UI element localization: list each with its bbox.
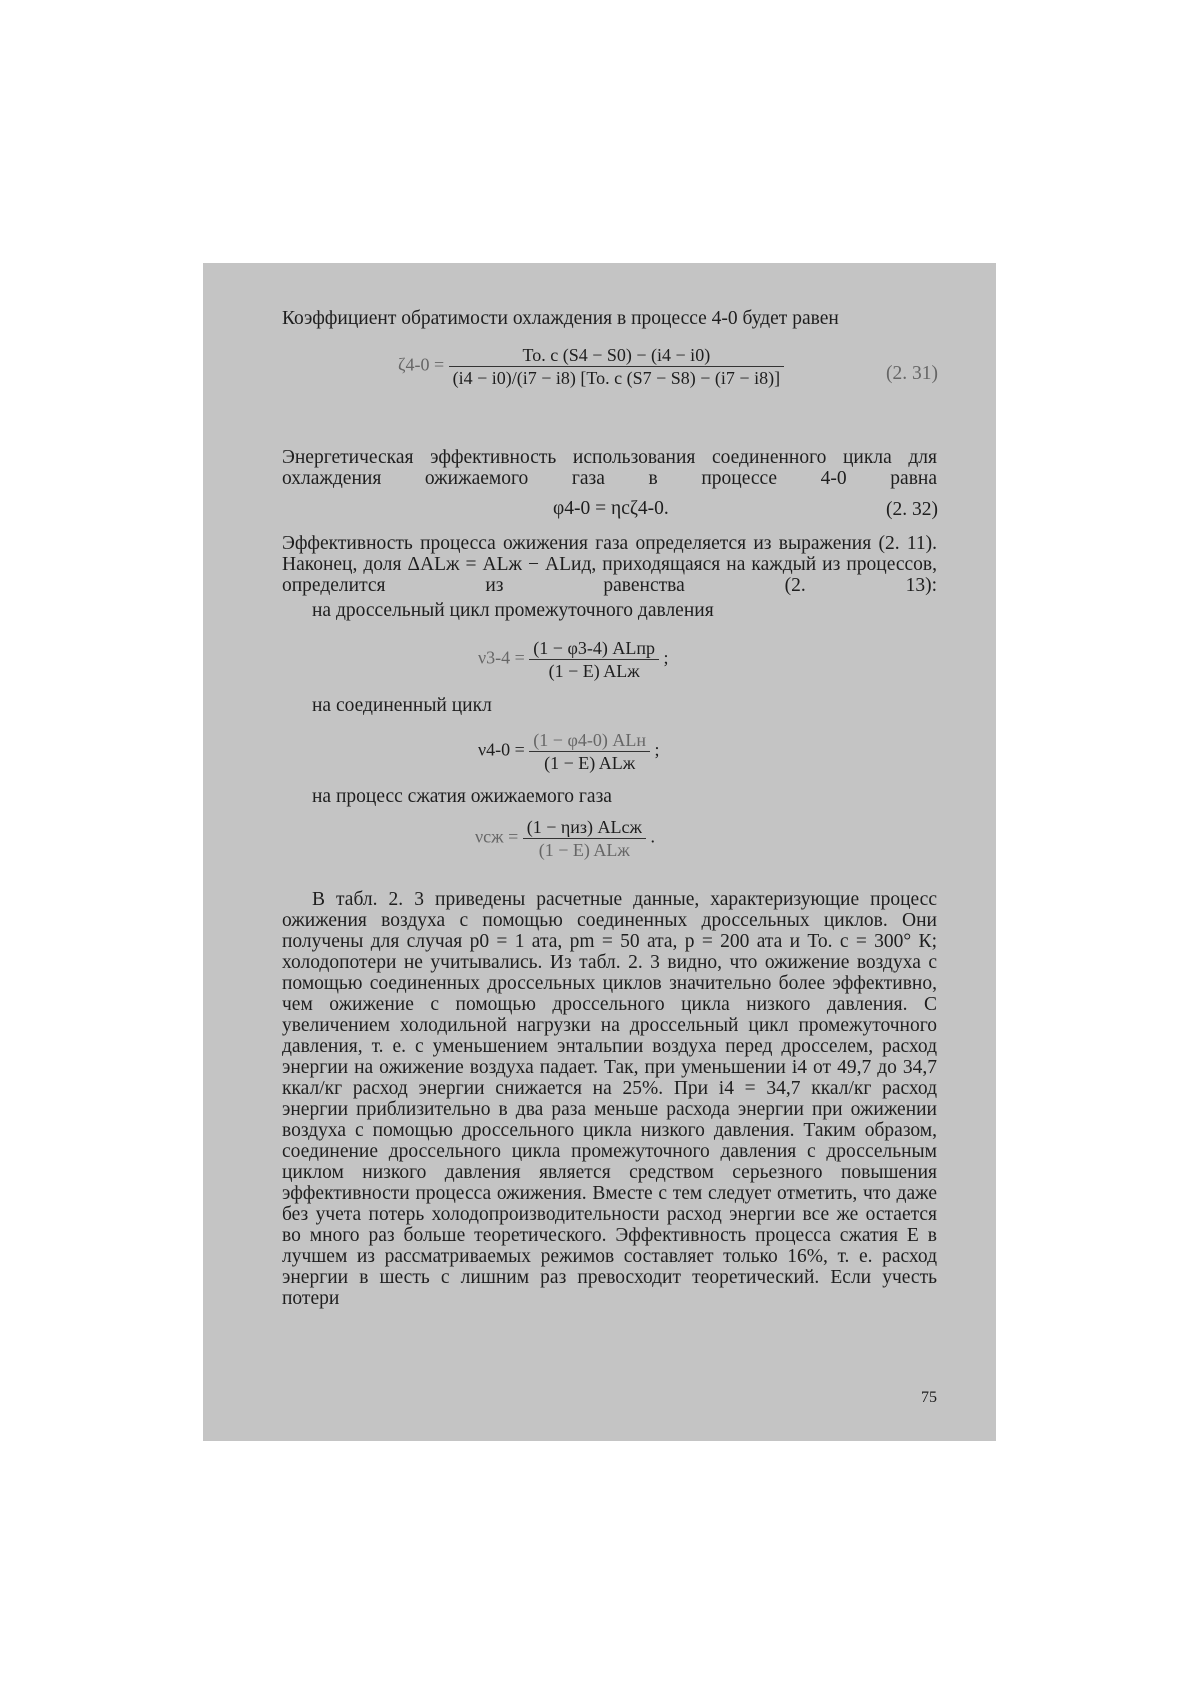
equation-denominator: (1 − E) ALж: [544, 753, 636, 773]
list-line: на соединенный цикл: [312, 695, 492, 716]
list-line: на процесс сжатия ожижаемого газа: [312, 786, 612, 807]
equation-lhs: ζ4-0 =: [398, 354, 445, 375]
equation-fraction: [523, 817, 646, 860]
page-number: 75: [921, 1389, 937, 1406]
equation-denominator: (1 − E) ALж: [548, 661, 640, 681]
equation-tail: ;: [654, 739, 660, 760]
paragraph: Энергетическая эффективность использования соединенного цикла для охлаждения ожижаемого газа в процессе 4-0 равна: [282, 447, 937, 489]
paragraph: Эффективность процесса ожижения газа определяется из выражения (2. 11). Наконец, доля ΔALж = ALж − ALид, приходящаяся на каждый из процессов, определится из равенства (2. 13):: [282, 533, 937, 596]
scanned-page: [203, 263, 996, 1441]
intro-line: Коэффициент обратимости охлаждения в процессе 4-0 будет равен: [282, 308, 839, 329]
equation-vsj: [475, 817, 655, 860]
equation-lhs: ν4-0 =: [478, 739, 525, 760]
equation-fraction: [529, 730, 650, 773]
equation-v34: [478, 638, 668, 681]
list-line: на дроссельный цикл промежуточного давления: [312, 600, 714, 621]
equation-v40: [478, 730, 659, 773]
equation-2-32: φ4-0 = ηсζ4-0.: [553, 498, 669, 519]
equation-lhs: ν3-4 =: [478, 647, 525, 668]
equation-number: (2. 31): [886, 363, 938, 384]
equation-tail: .: [650, 826, 655, 847]
equation-denominator: (1 − E) ALж: [538, 840, 630, 860]
paragraph: В табл. 2. 3 приведены расчетные данные, характеризующие процесс ожижения воздуха с помощью соединенных дроссельных циклов. Они получены для случая p0 = 1 ата, pm = 50 ата, p = 200 ата и To. c = 300° К; холодопотери не учитывались. Из табл. 2. 3 видно, что ожижение воздуха с помощью соединенных дроссельных циклов значительно более эффективно, чем ожижение с помощью дроссельного цикла низкого давления. С увеличением холодильной нагрузки на дроссельный цикл промежуточного давления, т. е. с уменьшением энтальпии воздуха перед дросселем, расход энергии на ожижение воздуха падает. Так, при уменьшении i4 от 49,7 до 34,7 ккал/кг расход энергии снижается на 25%. При i4 = 34,7 ккал/кг расход энергии приблизительно в два раза меньше расхода энергии при ожижении воздуха с помощью дроссельного цикла низкого давления. Таким образом, соединение дроссельного цикла промежуточного давления с дроссельным циклом низкого давления является средством серьезного повышения эффективности процесса ожижения. Вместе с тем следует отметить, что даже без учета потерь холодопроизводительности расход энергии все же остается во много раз больше теоретического. Эффективность процесса сжатия E в лучшем из рассматриваемых режимов составляет только 16%, т. е. расход энергии в шесть с лишним раз превосходит теоретический. Если учесть потери: [282, 889, 937, 1309]
equation-tail: ;: [663, 647, 669, 668]
equation-numerator: (1 − φ3-4) ALпр: [529, 638, 659, 660]
equation-numerator: To. c (S4 − S0) − (i4 − i0): [449, 345, 784, 367]
equation-lhs: νсж =: [475, 826, 519, 847]
equation-2-31: [398, 345, 784, 388]
equation-numerator: (1 − φ4-0) ALн: [529, 730, 650, 752]
equation-fraction: [449, 345, 784, 388]
equation-denominator: (i4 − i0)/(i7 − i8) [To. c (S7 − S8) − (i7 − i8)]: [452, 368, 781, 388]
equation-fraction: [529, 638, 659, 681]
equation-number: (2. 32): [886, 499, 938, 520]
equation-numerator: (1 − ηиз) ALсж: [523, 817, 646, 839]
